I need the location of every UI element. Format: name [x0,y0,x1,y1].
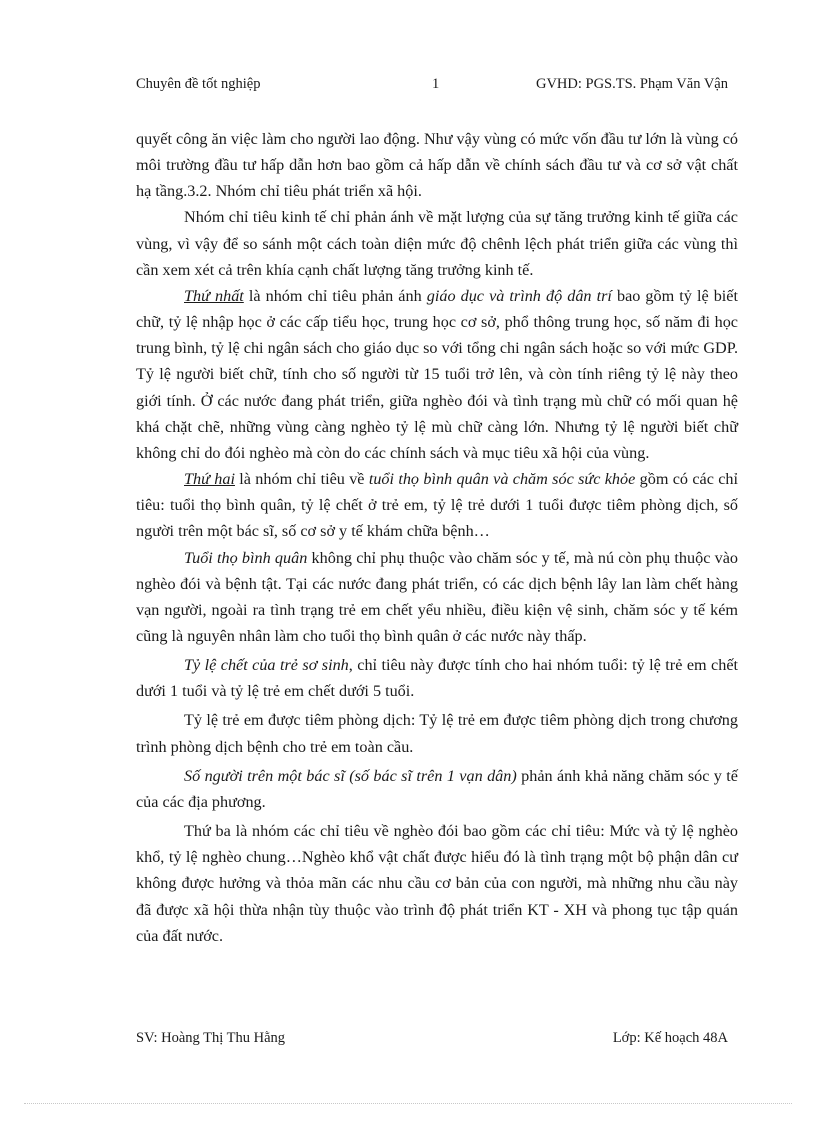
page-break-line [24,1103,792,1104]
paragraph-text: không chỉ phụ thuộc vào chăm sóc y tế, mà nú còn phụ thuộc vào nghèo đói và bệnh tật. Tại các nước đang phát triển, có các dịch bệnh lây lan làm chết hàng vạn người, ngoài ra tình trạng trẻ em chết yểu nhiều, điều kiện vệ sinh, chăm sóc y tế kém cũng là nguyên nhân làm cho tuổi thọ bình quân ở các nước này thấp. [136,548,738,645]
page-header [136,76,728,96]
paragraph-text: gồm có các chỉ tiêu: tuổi thọ bình quân, tỷ lệ chết ở trẻ em, tỷ lệ trẻ dưới 1 tuổi được tiêm phòng dịch, số người trên một bác sĩ, số cơ sở y tế khám chữa bệnh… [136,470,739,541]
page-number: 1 [432,76,440,92]
paragraph-lead: Thứ hai [184,470,235,489]
header-advisor: GVHD: PGS.TS. Phạm Văn Vận [535,76,728,92]
header-title: Chuyên đề tốt nghiệp [136,76,261,92]
paragraph-italic-term: Số người trên một bác sĩ (số bác sĩ trên 1 vạn dân) [184,766,517,785]
document-body [136,126,738,949]
paragraph-italic-term: Tỷ lệ chết của trẻ sơ sinh [184,656,349,675]
paragraph-italic-term: tuổi thọ bình quân và chăm sóc sức khỏe [368,470,636,489]
paragraph-text: phản ánh khả năng chăm sóc y tế của các địa phương. [136,766,738,811]
page-footer [136,1030,728,1050]
paragraph-economic-indicators: Nhóm chỉ tiêu kinh tế chỉ phản ánh về mặt lượng của sự tăng trưởng kinh tế giữa các vùng, vì vậy để so sánh một cách toàn diện mức độ chênh lệch phát triển giữa các vùng thì cần xem xét cả trên khía cạnh chất lượng tăng trưởng kinh tế. [136,208,738,279]
paragraph-italic-term: Tuổi thọ bình quân [184,548,308,567]
paragraph-lead: Thứ nhất [184,286,244,305]
paragraph-life-expectancy [136,545,738,650]
footer-class: Lớp: Kế hoạch 48A [612,1030,728,1046]
paragraph-infant-mortality [136,652,738,704]
paragraph-text: , chỉ tiêu này được tính cho hai nhóm tuổi: tỷ lệ trẻ em chết dưới 1 tuổi và tỷ lệ trẻ em chết dưới 5 tuổi. [136,656,739,701]
paragraph-text: là nhóm chỉ tiêu về [234,470,369,489]
paragraph-text: là nhóm chỉ tiêu phản ánh [243,286,427,305]
paragraph-health [136,466,738,544]
paragraph-italic-term: giáo dục và trình độ dân trí [426,286,612,305]
paragraph-vaccination: Tỷ lệ trẻ em được tiêm phòng dịch: Tỷ lệ trẻ em được tiêm phòng dịch trong chương trình phòng dịch bệnh cho trẻ em toàn cầu. [136,711,738,756]
footer-student: SV: Hoàng Thị Thu Hằng [136,1030,286,1046]
paragraph-poverty: Thứ ba là nhóm các chỉ tiêu về nghèo đói bao gồm các chỉ tiêu: Mức và tỷ lệ nghèo khổ, tỷ lệ nghèo chung…Nghèo khổ vật chất được hiểu đó là tình trạng một bộ phận dân cư không được hưởng và thỏa mãn các nhu cầu cơ bản của con người, mà những nhu cầu này đã được xã hội thừa nhận tùy thuộc vào trình độ phát triển KT - XH và phong tục tập quán của đất nước. [136,822,738,945]
paragraph-continuation: quyết công ăn việc làm cho người lao động. Như vậy vùng có mức vốn đầu tư lớn là vùng có môi trường đầu tư hấp dẫn hơn bao gồm cả hấp dẫn về chính sách đầu tư và cơ sở vật chất hạ tầng.3.2. Nhóm chỉ tiêu phát triển xã hội. [136,130,739,201]
paragraph-text: bao gồm tỷ lệ biết chữ, tỷ lệ nhập học ở các cấp tiểu học, trung học cơ sở, phổ thông trung học, số năm đi học trung bình, tỷ lệ chi ngân sách cho giáo dục so với tổng chi ngân sách hoặc so với mức GDP. Tỷ lệ người biết chữ, tính cho số người từ 15 tuổi trở lên, và còn tính riêng tỷ lệ này theo giới tính. Ở các nước đang phát triển, giữa nghèo đói và tình trạng mù chữ có mối quan hệ khá chặt chẽ, những vùng càng nghèo tỷ lệ mù chữ càng lớn. Nhưng tỷ lệ người biết chữ không chỉ do đói nghèo mà còn do các chính sách và mục tiêu xã hội của vùng. [136,286,738,462]
paragraph-education [136,283,738,466]
paragraph-doctors [136,763,738,815]
